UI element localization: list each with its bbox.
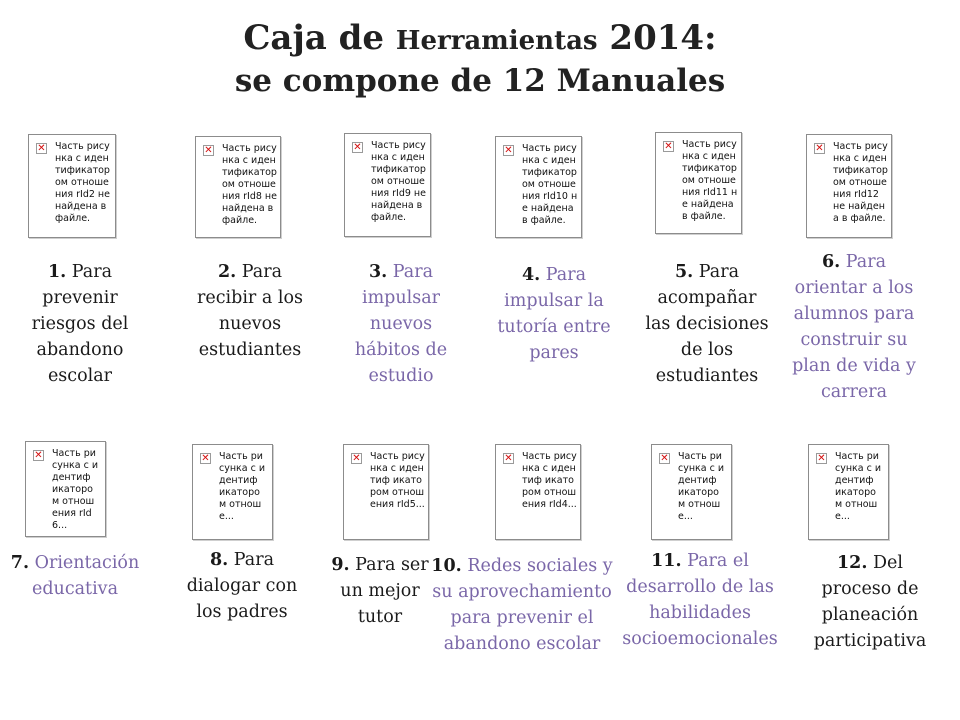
broken-image-icon: ✕	[37, 142, 46, 154]
broken-image-5: ✕ Часть рисунка с идентификатором отношения rId11 не найдена в файле.	[655, 132, 742, 234]
broken-image-icon: ✕	[204, 144, 213, 156]
broken-image-12: ✕ Часть рисунка с идентиф икаторо м отноше...	[808, 444, 889, 540]
broken-image-1: ✕ Часть рисунка с идентификатором отношения rId2 не найдена в файле.	[28, 134, 116, 238]
broken-image-icon: ✕	[353, 141, 362, 153]
broken-image-icon: ✕	[664, 140, 673, 152]
broken-image-icon: ✕	[660, 452, 669, 464]
broken-image-11: ✕ Часть рисунка с идентиф икаторо м отноше...	[651, 444, 732, 540]
manual-10-caption: 10. Redes sociales y su aprovechamiento para prevenir el abandono escolar	[431, 556, 613, 654]
manual-2-caption: 2. Para recibir a los nuevos estudiantes	[197, 262, 303, 360]
manual-8-caption: 8. Para dialogar con los padres	[186, 550, 298, 622]
broken-image-6: ✕ Часть рисунка с идентификатором отношения rId12 не найдена в файле.	[806, 134, 892, 238]
broken-image-icon: ✕	[815, 142, 824, 154]
broken-image-icon: ✕	[352, 452, 361, 464]
broken-image-icon: ✕	[504, 144, 513, 156]
broken-image-icon: ✕	[201, 452, 210, 464]
manual-1-caption: 1. Para prevenir riesgos del abandono escolar	[31, 262, 129, 386]
manual-3-caption: 3. Para impulsar nuevos hábitos de estudio	[354, 262, 448, 386]
broken-image-icon: ✕	[34, 449, 43, 461]
manual-4-caption: 4. Para impulsar la tutoría entre pares	[497, 265, 611, 363]
broken-image-10: ✕ Часть рисунка с идентиф икатором отношения rId4...	[495, 444, 581, 540]
page-title	[0, 18, 960, 101]
manual-5-caption: 5. Para acompañar las decisiones de los estudiantes	[645, 262, 769, 386]
broken-image-3: ✕ Часть рисунка с идентификатором отношения rId9 не найдена в файле.	[344, 133, 431, 237]
broken-image-4: ✕ Часть рисунка с идентификатором отношения rId10 не найдена в файле.	[495, 136, 582, 238]
title-line-2: se compone de 12 Manuales	[234, 63, 726, 99]
manual-12-caption: 12. Del proceso de planeación participativa	[813, 553, 927, 651]
broken-image-icon: ✕	[817, 452, 826, 464]
manual-7-caption: 7. Orientación educativa	[10, 553, 140, 599]
title-line-1: Caja de Herramientas 2014:	[243, 18, 717, 58]
broken-image-7: ✕ Часть рисунка с идентиф икатором отношения rId6...	[25, 441, 106, 537]
manual-9-caption: 9. Para ser un mejor tutor	[331, 555, 429, 627]
broken-image-8: ✕ Часть рисунка с идентиф икаторо м отноше...	[192, 444, 273, 540]
broken-image-icon: ✕	[504, 452, 513, 464]
manual-6-caption: 6. Para orientar a los alumnos para construir su plan de vida y carrera	[792, 252, 916, 402]
manual-11-caption: 11. Para el desarrollo de las habilidades socioemocionales	[622, 551, 778, 649]
broken-image-2: ✕ Часть рисунка с идентификатором отношения rId8 не найдена в файле.	[195, 136, 281, 238]
broken-image-9: ✕ Часть рисунка с идентиф икатором отношения rId5...	[343, 444, 429, 540]
